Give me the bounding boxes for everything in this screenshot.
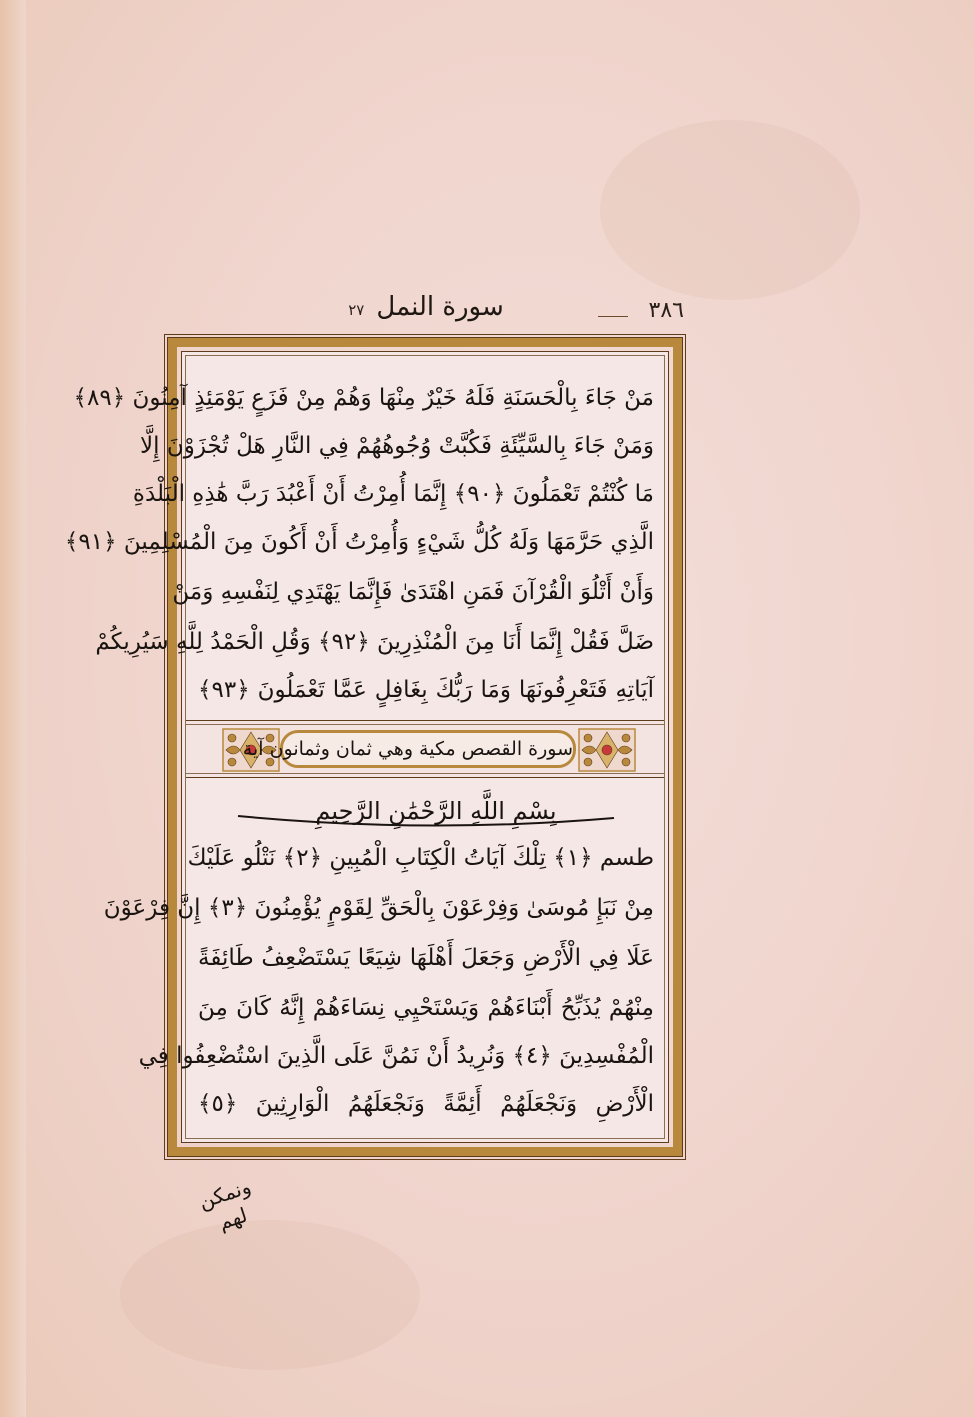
text-line: مَنْ جَاءَ بِالْحَسَنَةِ فَلَهُ خَيْرٌ مِنْهَا وَهُمْ مِنْ فَزَعٍ يَوْمَئِذٍ آمِنُونَ ﴿٨٩﴾ [73,385,654,411]
band-rule [186,773,664,774]
text-line: آيَاتِهِ فَتَعْرِفُونَهَا وَمَا رَبُّكَ بِغَافِلٍ عَمَّا تَعْمَلُونَ ﴿٩٣﴾ [198,677,654,703]
text-line: وَأَنْ أَتْلُوَ الْقُرْآنَ فَمَنِ اهْتَدَىٰ فَإِنَّمَا يَهْتَدِي لِنَفْسِهِ وَمَنْ [172,579,654,605]
text-line: مَا كُنْتُمْ تَعْمَلُونَ ﴿٩٠﴾ إِنَّمَا أُمِرْتُ أَنْ أَعْبُدَ رَبَّ هَٰذِهِ الْبَلْدَةِ [132,481,654,507]
illumination-ornament-icon [578,728,636,772]
page-header [168,292,684,330]
surah-title-cartouche: سورة القصص مكية وهي ثمان وثمانون آية [280,730,576,768]
running-surah-number: ٢٧ [348,301,365,319]
running-surah-title [348,292,504,322]
text-line: الَّذِي حَرَّمَهَا وَلَهُ كُلُّ شَيْءٍ وَأُمِرْتُ أَنْ أَكُونَ مِنَ الْمُسْلِمِينَ ﴿٩١﴾ [64,529,654,555]
basmala-swash [236,812,616,830]
basmala: بِسْمِ اللَّهِ الرَّحْمَٰنِ الرَّحِيمِ [315,797,557,825]
text-line: طسم ﴿١﴾ تِلْكَ آيَاتُ الْكِتَابِ الْمُبِينِ ﴿٢﴾ نَتْلُو عَلَيْكَ [187,845,654,871]
text-line: الْمُفْسِدِينَ ﴿٤﴾ وَنُرِيدُ أَنْ نَمُنَّ عَلَى الَّذِينَ اسْتُضْعِفُوا فِي [138,1043,654,1069]
text-line: عَلَا فِي الْأَرْضِ وَجَعَلَ أَهْلَهَا شِيَعًا يَسْتَضْعِفُ طَائِفَةً [198,945,654,971]
page-edge [0,0,26,1417]
text-line: مِنْ نَبَإِ مُوسَىٰ وَفِرْعَوْنَ بِالْحَقِّ لِقَوْمٍ يُؤْمِنُونَ ﴿٣﴾ إِنَّ فِرْعَوْنَ [103,895,654,921]
band-rule [186,724,664,725]
text-line: الْأَرْضِ وَنَجْعَلَهُمْ أَئِمَّةً وَنَجْعَلَهُمُ الْوَارِثِينَ ﴿٥﴾ [198,1091,654,1117]
text-line: مِنْهُمْ يُذَبِّحُ أَبْنَاءَهُمْ وَيَسْتَحْيِي نِسَاءَهُمْ إِنَّهُ كَانَ مِنَ [198,995,654,1021]
text-line: وَمَنْ جَاءَ بِالسَّيِّئَةِ فَكُبَّتْ وُجُوهُهُمْ فِي النَّارِ هَلْ تُجْزَوْنَ إِلَّا [140,433,654,459]
page-number-rule [598,316,628,317]
paper-stain [600,120,860,300]
page-number: ٣٨٦ [648,298,684,323]
text-line: ضَلَّ فَقُلْ إِنَّمَا أَنَا مِنَ الْمُنْذِرِينَ ﴿٩٢﴾ وَقُلِ الْحَمْدُ لِلَّهِ سَيُرِيكُمْ [95,629,654,655]
running-surah-name: سورة النمل [376,292,504,322]
catchword: ونمكن لهم [195,1174,254,1235]
paper-stain [120,1220,420,1370]
